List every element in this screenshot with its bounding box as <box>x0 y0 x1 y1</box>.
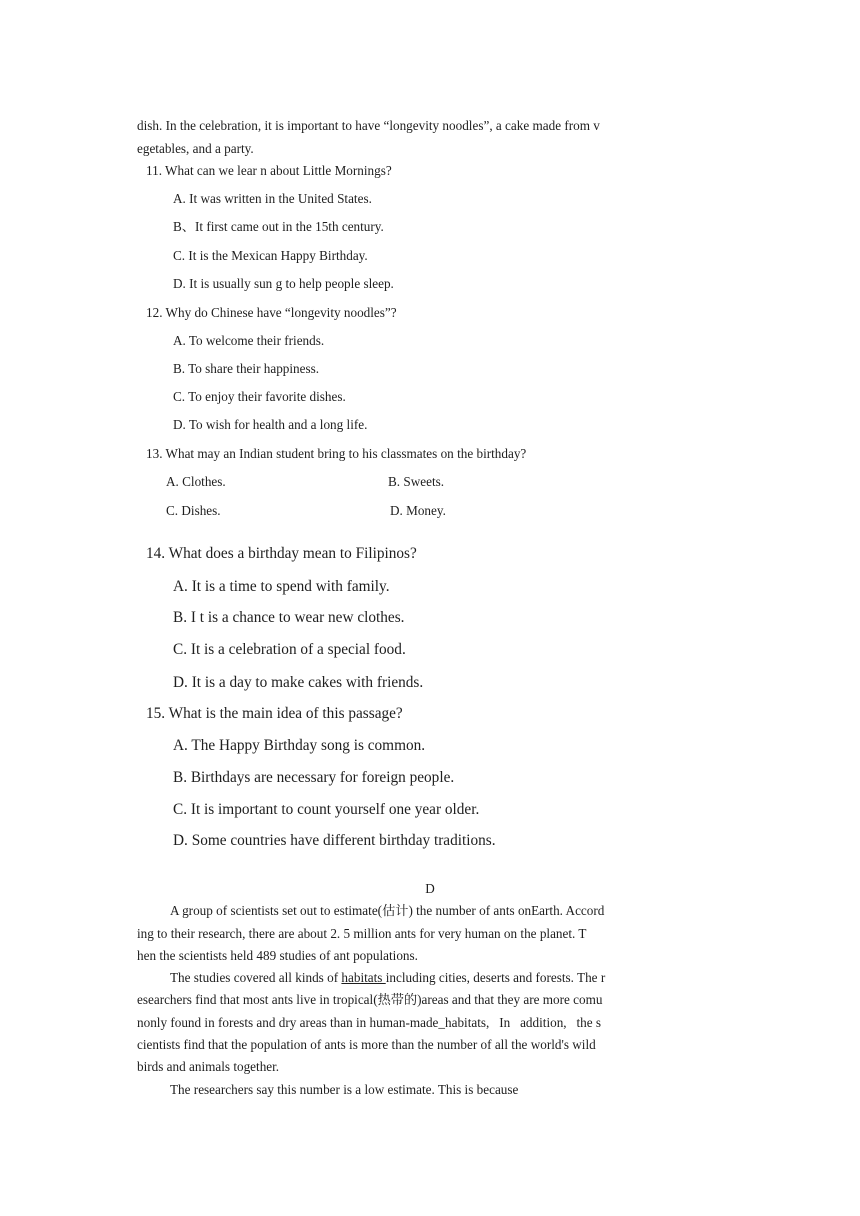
option-b: B. Sweets. <box>388 474 445 489</box>
option-c: C. It is a celebration of a special food. <box>173 641 406 658</box>
paragraph-2-line-3: nonly found in forests and dry areas than in human-made_habitats, In addition, the s <box>137 1015 602 1030</box>
intro-line-2: egetables, and a party. <box>137 141 254 156</box>
question-stem: 11. What can we lear n about Little Mornings? <box>146 163 392 178</box>
paragraph-2-line-1 <box>170 971 605 984</box>
intro-line-1: dish. In the celebration, it is important to have “longevity noodles”, a cake made from v <box>137 118 600 133</box>
section-heading: D <box>425 881 435 896</box>
option-c: C. It is the Mexican Happy Birthday. <box>173 248 368 263</box>
paragraph-2-line-5: birds and animals together. <box>137 1059 280 1074</box>
option-b: B. I t is a chance to wear new clothes. <box>173 609 405 626</box>
option-a: A. It is a time to spend with family. <box>173 578 390 595</box>
paragraph-1-line-2: ing to their research, there are about 2. 5 million ants for very human on the planet. T <box>137 926 587 941</box>
text-run: including cities, deserts and forests. The r <box>385 970 606 985</box>
option-c: C. Dishes. <box>166 503 221 518</box>
option-a: A. Clothes. <box>166 474 226 489</box>
question-stem: 12. Why do Chinese have “longevity noodles”? <box>146 305 397 320</box>
paragraph-1-line-3: hen the scientists held 489 studies of ant populations. <box>137 948 418 963</box>
option-d: D. It is a day to make cakes with friends. <box>173 674 424 691</box>
paragraph-3-line-1: The researchers say this number is a low estimate. This is because <box>170 1082 519 1097</box>
option-a: A. To welcome their friends. <box>173 333 325 348</box>
option-b: B、It first came out in the 15th century. <box>173 219 384 234</box>
option-d: D. Money. <box>390 503 446 518</box>
option-c: C. It is important to count yourself one year older. <box>173 801 480 818</box>
text-run: The studies covered all kinds of <box>170 970 342 985</box>
option-a: A. The Happy Birthday song is common. <box>173 737 426 754</box>
option-a: A. It was written in the United States. <box>173 191 372 206</box>
paragraph-2-line-4: cientists find that the population of ants is more than the number of all the world's wild <box>137 1037 596 1052</box>
underlined-word: habitats <box>341 970 386 985</box>
option-b: B. Birthdays are necessary for foreign people. <box>173 769 455 786</box>
paragraph-1-line-1: A group of scientists set out to estimate(估计) the number of ants onEarth. Accord <box>170 903 605 918</box>
option-b: B. To share their happiness. <box>173 361 320 376</box>
question-stem: 14. What does a birthday mean to Filipinos? <box>146 545 417 562</box>
option-d: D. It is usually sun g to help people sleep. <box>173 276 394 291</box>
question-stem: 13. What may an Indian student bring to his classmates on the birthday? <box>146 446 527 461</box>
option-c: C. To enjoy their favorite dishes. <box>173 389 346 404</box>
paragraph-2-line-2: esearchers find that most ants live in tropical(热带的)areas and that they are more comu <box>137 992 603 1007</box>
question-stem: 15. What is the main idea of this passage? <box>146 705 403 722</box>
option-d: D. To wish for health and a long life. <box>173 417 368 432</box>
option-d: D. Some countries have different birthday traditions. <box>173 832 496 849</box>
